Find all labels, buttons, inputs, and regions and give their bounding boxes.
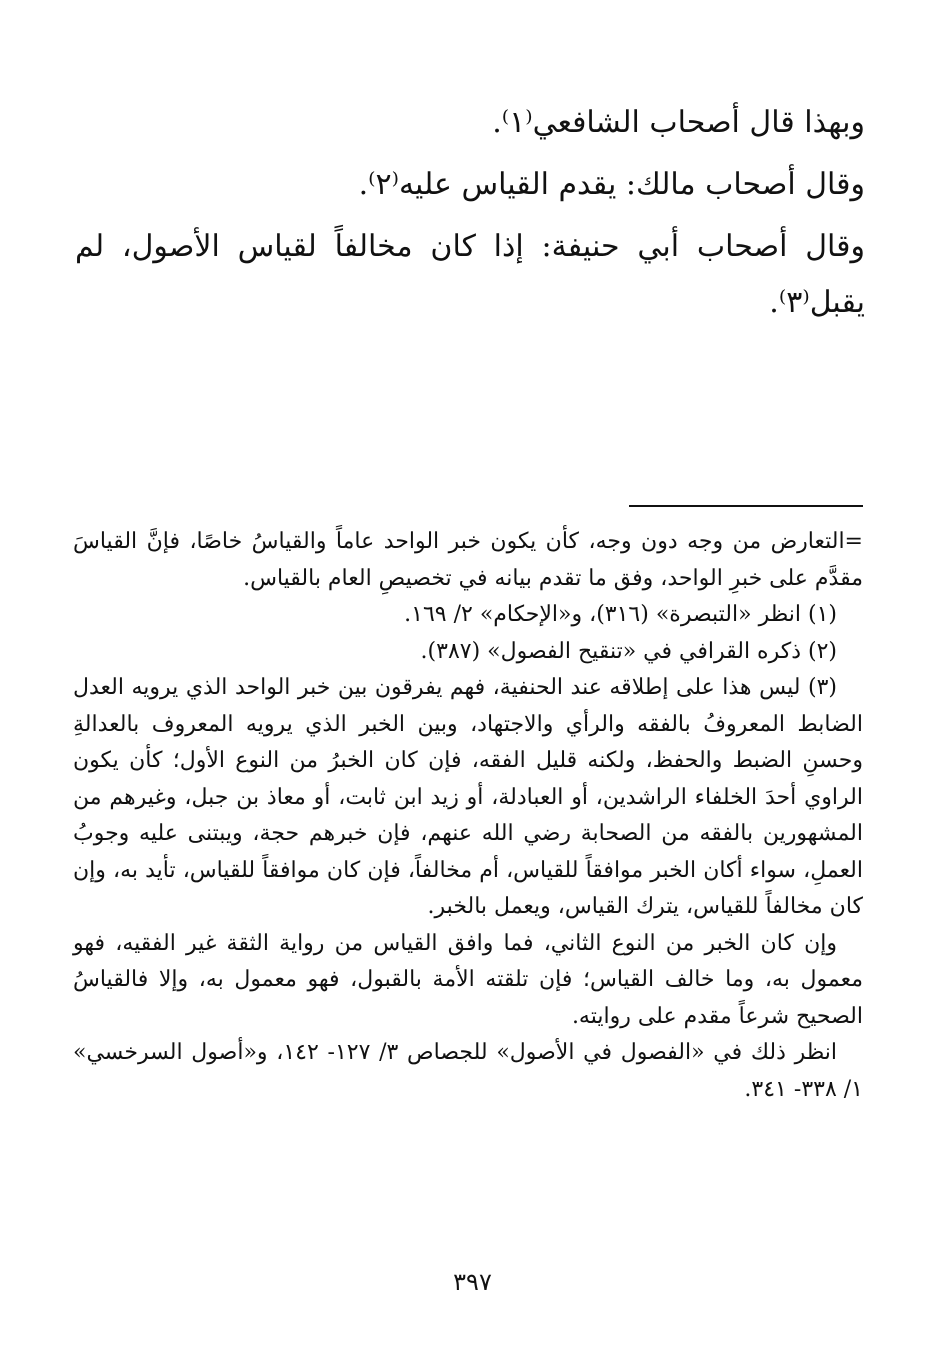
footnote-continuation: =التعارض من وجه دون وجه، كأن يكون خبر الواحد عاماً والقياسُ خاصًا، فإنَّ القياسَ مقدَّم على خبرِ الواحد، وفق ما تقدم بيانه في تخصيصِ العام بالقياس. [73,529,863,591]
main-paragraph-2: وقال أصحاب مالك: يقدم القياس عليه⁽٢⁾. [358,167,865,202]
footnote-3-reference: انظر ذلك في «الفصول في الأصول» للجصاص ٣/ ١٢٧- ١٤٢، و«أصول السرخسي» ١/ ٣٣٨- ٣٤١. [73,1040,863,1102]
footnote-3: (٣) ليس هذا على إطلاقه عند الحنفية، فهم يفرقون بين خبر الواحد الذي يرويه العدل الضابط المعروفُ بالفقه والرأي والاجتهاد، وبين الخبر الذي يرويه المعروف بالعدالةِ وحسنِ الضبط والحفظ، ولكنه قليل الفقه، فإن كان الخبرُ من النوع الأول؛ كأن يكون الراوي أحدَ الخلفاء الراشدين، أو العبادلة، أو زيد ابن ثابت، أو معاذ بن جبل، وغيرهم من المشهورين بالفقه من الصحابة رضي الله عنهم، فإن خبرهم حجة، ويبتنى عليه وجوبُ العملِ، سواء أكان الخبر موافقاً للقياس، أم مخالفاً، فإن كان موافقاً للقياس، تأيد به، وإن كان مخالفاً للقياس، يترك القياس، ويعمل بالخبر. [73,675,863,919]
footnote-1: (١) انظر «التبصرة» (٣١٦)، و«الإحكام» ٢/ ١٦٩. [404,602,837,627]
footnotes [73,524,863,1108]
main-text [75,95,865,337]
main-paragraph-3: وقال أصحاب أبي حنيفة: إذا كان مخالفاً لقياس الأصول، لم يقبل⁽٣⁾. [75,229,865,320]
footnote-2: (٢) ذكره القرافي في «تنقيح الفصول» (٣٨٧). [420,638,837,664]
footnote-3-continued: وإن كان الخبر من النوع الثاني، فما وافق القياس من رواية الثقة غير الفقيه، فهو معمول به، وما خالف القياس؛ فإن تلقته الأمة بالقبول، فهو معمول به، وإلا فالقياسُ الصحيح شرعاً مقدم على روايته. [73,930,863,1029]
footnote-separator [629,505,863,507]
page-number: ٣٩٧ [453,1268,492,1296]
main-paragraph-1: وبهذا قال أصحاب الشافعي⁽١⁾. [492,105,865,140]
